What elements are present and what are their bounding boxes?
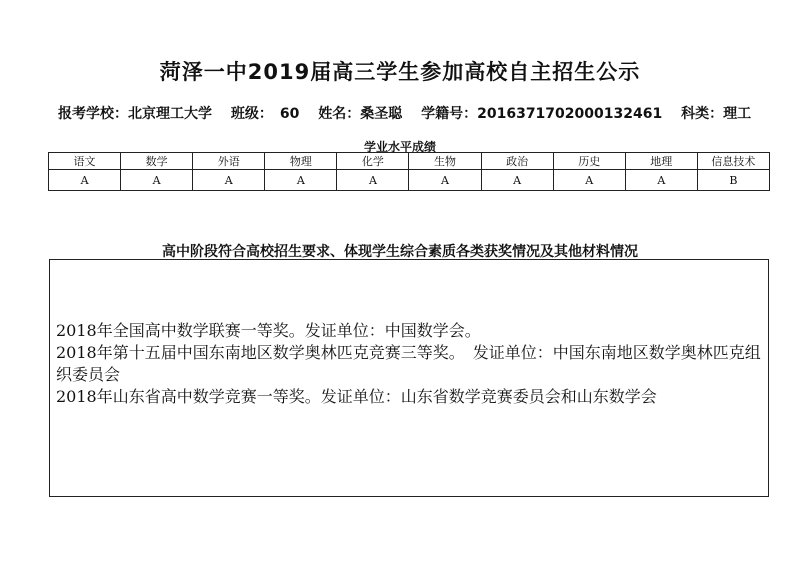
- info-class: 班级： 60: [230, 106, 300, 122]
- subject-header: 信息技术: [697, 153, 769, 170]
- grade-cell: A: [409, 170, 481, 191]
- info-student-id: 学籍号：2016371702000132461: [421, 106, 663, 122]
- grade-cell: A: [265, 170, 337, 191]
- info-school: 报考学校：北京理工大学: [58, 106, 212, 122]
- student-info: [58, 103, 758, 123]
- scores-caption: 学业水平成绩: [363, 140, 436, 154]
- awards-text: [56, 320, 762, 408]
- grade-cell: B: [697, 170, 769, 191]
- grade-cell: A: [553, 170, 625, 191]
- grade-cell: A: [49, 170, 121, 191]
- subject-header: 语文: [49, 153, 121, 170]
- subject-header: 地理: [625, 153, 697, 170]
- page-title: 菏泽一中2019届高三学生参加高校自主招生公示: [159, 60, 641, 84]
- scores-header-row: [49, 153, 770, 170]
- award-line: 2018年山东省高中数学竞赛一等奖。发证单位：山东省数学竞赛委员会和山东数学会: [56, 387, 657, 406]
- info-name: 姓名：桑圣聪: [318, 106, 403, 122]
- grade-cell: A: [193, 170, 265, 191]
- award-line: 2018年第十五届中国东南地区数学奥林匹克竞赛三等奖。 发证单位：中国东南地区数学奥林匹克组织委员会: [56, 343, 761, 384]
- info-category: 科类：理工: [681, 106, 752, 122]
- subject-header: 政治: [481, 153, 553, 170]
- grade-cell: A: [337, 170, 409, 191]
- grade-cell: A: [481, 170, 553, 191]
- grade-cell: A: [121, 170, 193, 191]
- award-line: 2018年全国高中数学联赛一等奖。发证单位：中国数学会。: [56, 321, 481, 340]
- awards-caption: 高中阶段符合高校招生要求、体现学生综合素质各类获奖情况及其他材料情况: [162, 244, 638, 260]
- subject-header: 物理: [265, 153, 337, 170]
- scores-value-row: [49, 170, 770, 191]
- subject-header: 化学: [337, 153, 409, 170]
- subject-header: 生物: [409, 153, 481, 170]
- subject-header: 历史: [553, 153, 625, 170]
- subject-header: 外语: [193, 153, 265, 170]
- scores-table: [48, 152, 770, 191]
- awards-box: [49, 259, 769, 497]
- grade-cell: A: [625, 170, 697, 191]
- subject-header: 数学: [121, 153, 193, 170]
